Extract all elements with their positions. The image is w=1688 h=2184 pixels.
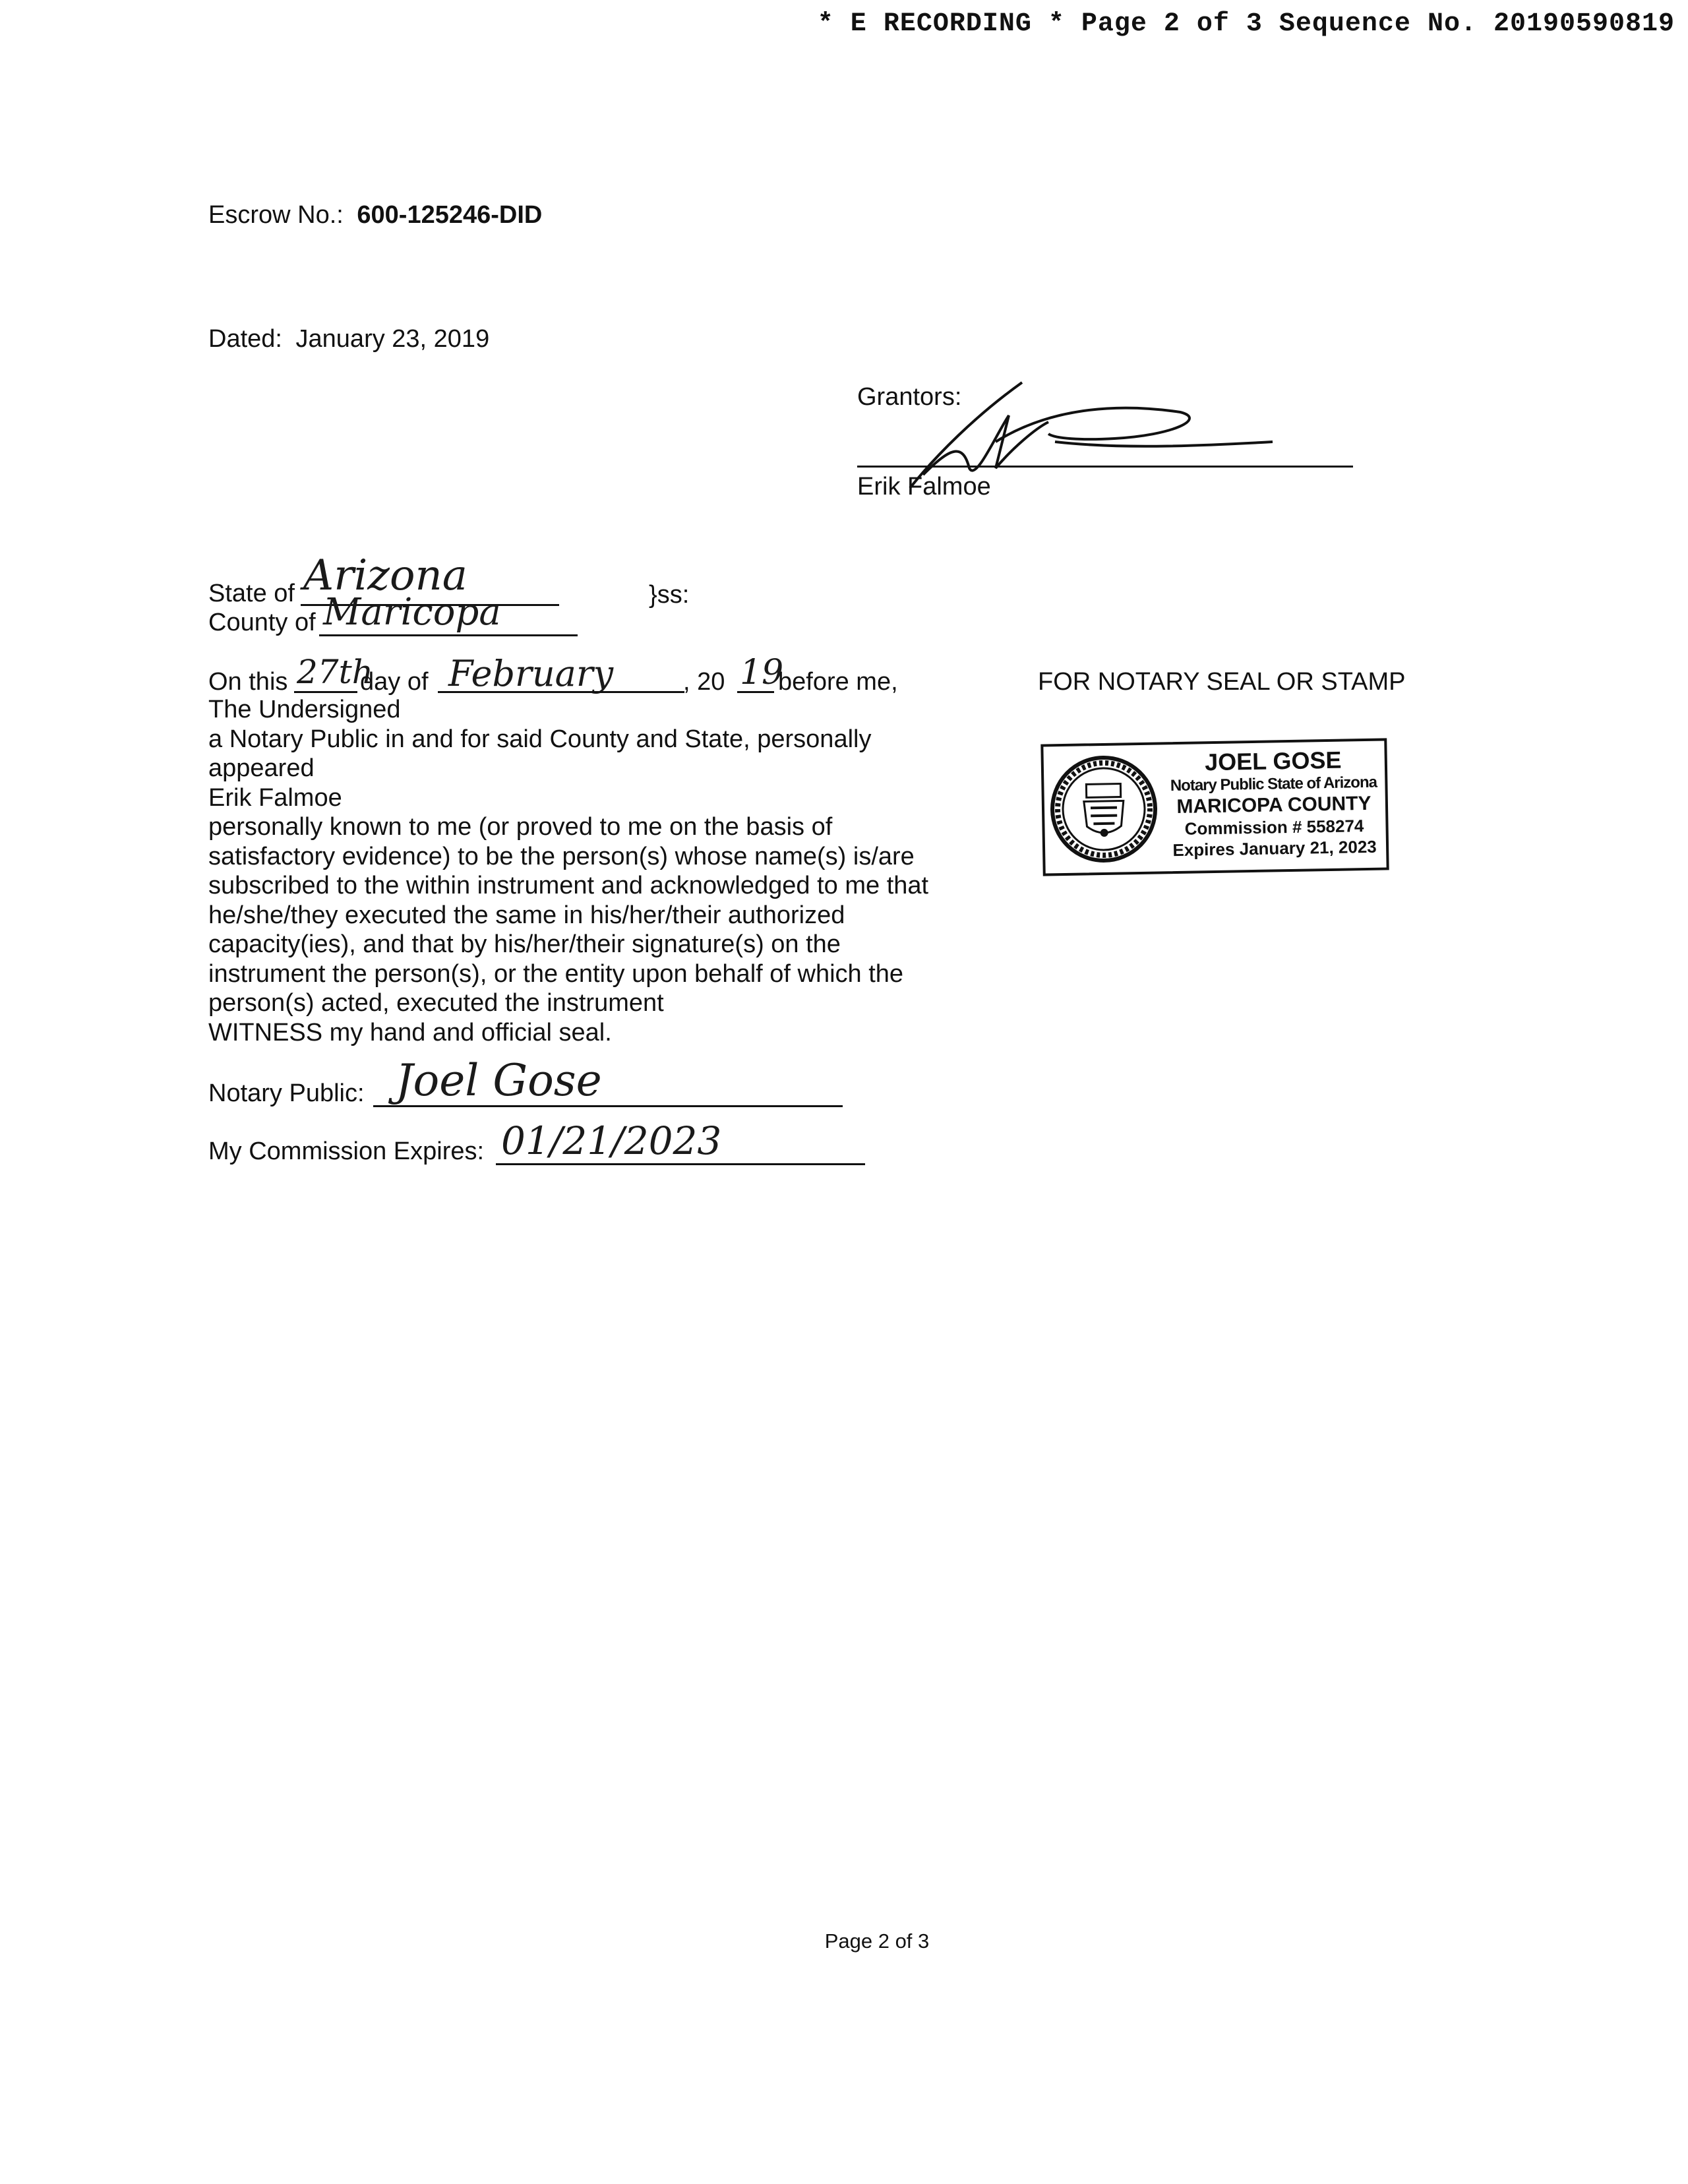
commission-expires-line xyxy=(496,1163,865,1165)
before-me-label: before me, xyxy=(778,668,898,696)
notary-signature-line xyxy=(373,1105,843,1107)
grantors-label: Grantors: xyxy=(857,383,962,411)
stamp-text xyxy=(1160,746,1387,861)
ack-line: subscribed to the within instrument and acknowledged to me that xyxy=(208,872,929,899)
year-handwritten: 19 xyxy=(740,653,784,692)
state-label: State of xyxy=(208,580,295,607)
month-blank-line xyxy=(438,691,684,693)
ack-line: capacity(ies), and that by his/her/their signature(s) on the xyxy=(208,930,841,958)
acknowledgment-body xyxy=(208,695,928,1047)
year-prefix: , 20 xyxy=(683,668,725,696)
ack-line: a Notary Public in and for said County and State, personally xyxy=(208,725,872,753)
ack-line: satisfactory evidence) to be the person(s) whose name(s) is/are xyxy=(208,842,915,870)
ack-line: Erik Falmoe xyxy=(208,783,342,812)
stamp-title: Notary Public State of Arizona xyxy=(1170,773,1377,795)
notary-signature: Joel Gose xyxy=(396,1055,602,1106)
state-handwritten: Arizona xyxy=(303,551,467,600)
escrow-number: 600-125246-DID xyxy=(357,201,543,229)
ack-line: WITNESS my hand and official seal. xyxy=(208,1018,612,1046)
ack-line: he/she/they executed the same in his/her/their authorized xyxy=(208,901,845,929)
stamp-notary-name: JOEL GOSE xyxy=(1204,746,1342,776)
dated-label: Dated: xyxy=(208,325,282,353)
grantor-name: Erik Falmoe xyxy=(857,473,991,501)
county-label: County of xyxy=(208,609,316,636)
escrow-line xyxy=(208,200,542,229)
dated-value: January 23, 2019 xyxy=(295,325,490,353)
ack-line: personally known to me (or proved to me on the basis of xyxy=(208,813,833,841)
recording-header: * E RECORDING * Page 2 of 3 Sequence No. 20190590819 xyxy=(817,9,1675,39)
page-footer: Page 2 of 3 xyxy=(824,1929,930,1953)
state-seal-icon xyxy=(1049,754,1159,864)
stamp-commission: Commission # 558274 xyxy=(1184,816,1364,839)
ack-line: person(s) acted, executed the instrument xyxy=(208,989,664,1017)
county-blank-line xyxy=(319,634,578,636)
grantor-signature-line xyxy=(857,466,1353,468)
ss-bracket: }ss: xyxy=(649,581,690,609)
ack-line: instrument the person(s), or the entity upon behalf of which the xyxy=(208,959,904,988)
commission-expires-label: My Commission Expires: xyxy=(208,1138,485,1165)
escrow-label: Escrow No.: xyxy=(208,201,344,229)
dated-line xyxy=(208,324,489,353)
ack-line: appeared xyxy=(208,754,315,782)
notary-public-label: Notary Public: xyxy=(208,1079,365,1107)
notary-seal-label: FOR NOTARY SEAL OR STAMP xyxy=(1038,668,1406,696)
stamp-county: MARICOPA COUNTY xyxy=(1176,792,1372,818)
county-handwritten: Maricopa xyxy=(323,591,501,634)
stamp-expires: Expires January 21, 2023 xyxy=(1172,836,1377,861)
commission-expires-handwritten: 01/21/2023 xyxy=(501,1118,722,1163)
day-of-label: day of xyxy=(360,668,429,696)
day-blank-line xyxy=(294,691,357,693)
on-this-label: On this xyxy=(208,668,288,696)
day-handwritten: 27th xyxy=(297,653,373,691)
month-handwritten: February xyxy=(448,653,614,694)
notary-stamp xyxy=(1040,738,1389,876)
year-blank-line xyxy=(737,691,774,693)
ack-line: The Undersigned xyxy=(208,696,401,723)
